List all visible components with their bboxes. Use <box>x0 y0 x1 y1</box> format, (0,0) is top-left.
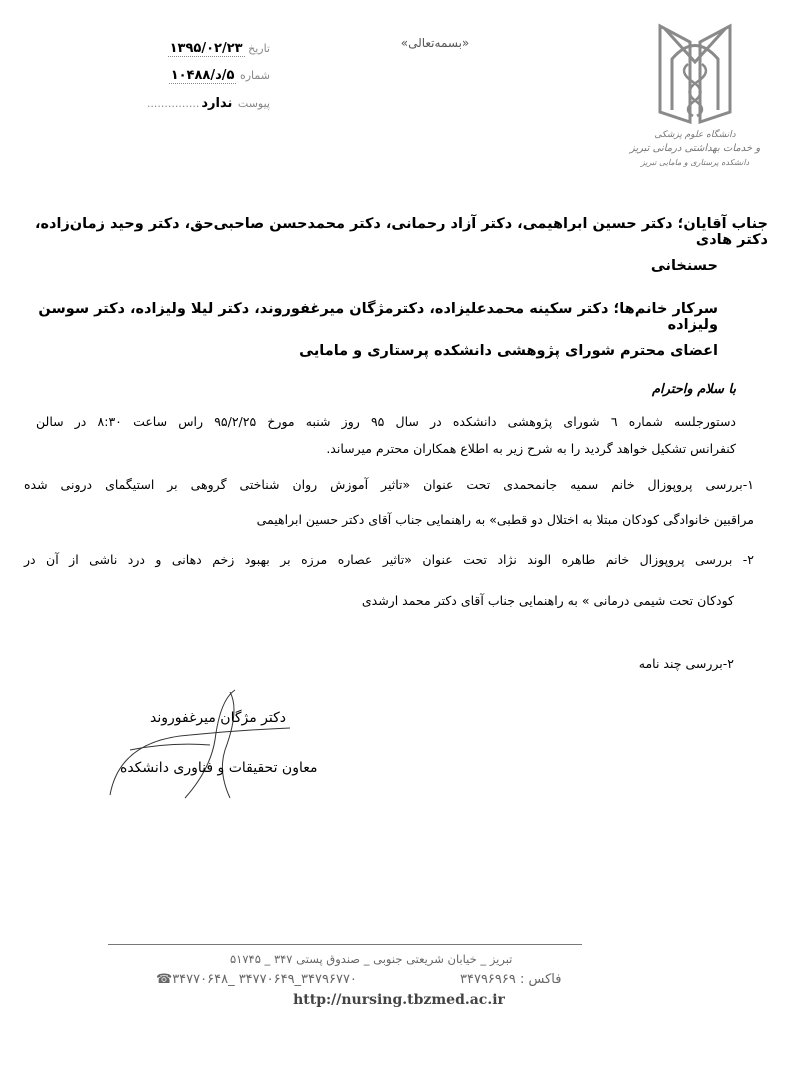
date-label: تاریخ <box>248 42 270 55</box>
basmala: «بسمه‌تعالی» <box>400 36 470 50</box>
logo-line-1: دانشگاه علوم پزشکی <box>654 130 736 140</box>
greeting: با سلام واحترام <box>651 382 736 397</box>
attachment-row <box>90 96 270 111</box>
footer-fax <box>460 972 561 987</box>
university-logo <box>620 14 770 174</box>
attachment-value: ندارد <box>201 96 233 111</box>
logo-line-3: دانشکده پرستاری و مامایی تبریز <box>640 158 750 167</box>
item-2-line-2: کودکان تحت شیمی درمانی » به راهنمایی جناب آقای دکتر محمد ارشدی <box>361 593 734 608</box>
attachment-dots: ............... <box>146 97 200 110</box>
attachment-label: پیوست <box>237 97 270 110</box>
signatory-name: دکتر مژگان میرغفوروند <box>150 710 287 726</box>
handwritten-signature-icon <box>90 680 290 800</box>
intro-line-2: کنفرانس تشکیل خواهد گردید را به شرح زیر به اطلاع همکاران محترم میرساند. <box>326 441 736 456</box>
item-2-line-1: ۲- بررسی پروپوزال خانم طاهره الوند نژاد تحت عنوان «تاثیر عصاره مرزه بر بهبود زخم دهانی و درد ناشی از آن در <box>24 552 754 567</box>
intro-line-1: دستورجلسه شماره ٦ شورای پژوهشی دانشکده در سال ۹۵ روز شنبه مورخ ۹۵/۲/۲۵ راس ساعت ۸:۳۰ در سالن <box>36 414 736 429</box>
phone-numbers: ۳۴۷۷۰۶۴۸_ ۳۴۷۷۰۶۴۹_۳۴۷۹۶۷۷۰ <box>172 972 357 987</box>
logo-text <box>620 128 770 170</box>
footer-phones <box>156 972 357 987</box>
footer-divider <box>108 944 582 945</box>
footer-website-link[interactable]: http://nursing.tbzmed.ac.ir <box>293 992 505 1008</box>
signatory-title: معاون تحقیقات و فناوری دانشکده <box>120 760 318 776</box>
date-row <box>90 41 270 56</box>
logo-line-2: و خدمات بهداشتی درمانی تبریز <box>629 143 761 154</box>
phone-icon: ☎ <box>156 972 173 987</box>
number-value: ۵/د/۱۰۴۸۸ <box>170 68 235 83</box>
footer-address: تبریز _ خیابان شریعتی جنوبی _ صندوق پستی ۳۴۷ _ ۵۱۷۴۵ <box>230 952 513 966</box>
fax-value: ۳۴۷۹۶۹۶۹ <box>460 972 516 987</box>
fax-label: فاکس : <box>520 972 562 987</box>
recipients-gentlemen-line2: حسنخانی <box>650 258 718 274</box>
date-value: ۱۳۹۵/۰۲/۲۳ <box>169 41 243 56</box>
item-3: ۲-بررسی چند نامه <box>638 656 734 671</box>
recipients-gentlemen-line1: جناب آقایان؛ دکتر حسین ابراهیمی، دکتر آزاد رحمانی، دکتر محمدحسن صاحبی‌حق، دکتر وحید زمان‌زاده، دکتر هادی <box>34 216 768 248</box>
item-1-line-1: ۱-بررسی پروپوزال خانم سمیه جانمحمدی تحت عنوان «تاثیر آموزش روان شناختی گروهی بر استیگمای درونی شده <box>24 477 754 492</box>
item-1-line-2: مراقبین خانوادگی کودکان مبتلا به اختلال دو قطبی» به راهنمایی جناب آقای دکتر حسین ابراهیمی <box>256 512 754 527</box>
number-row <box>90 68 270 83</box>
university-emblem-icon <box>620 14 770 124</box>
number-label: شماره <box>239 69 270 82</box>
recipients-council: اعضای محترم شورای پژوهشی دانشکده پرستاری و مامایی <box>299 343 718 359</box>
recipients-ladies: سرکار خانم‌ها؛ دکتر سکینه محمدعلیزاده، دکترمژگان میرغفوروند، دکتر لیلا ولیزاده، دکتر سوسن ولیزاده <box>38 301 718 333</box>
